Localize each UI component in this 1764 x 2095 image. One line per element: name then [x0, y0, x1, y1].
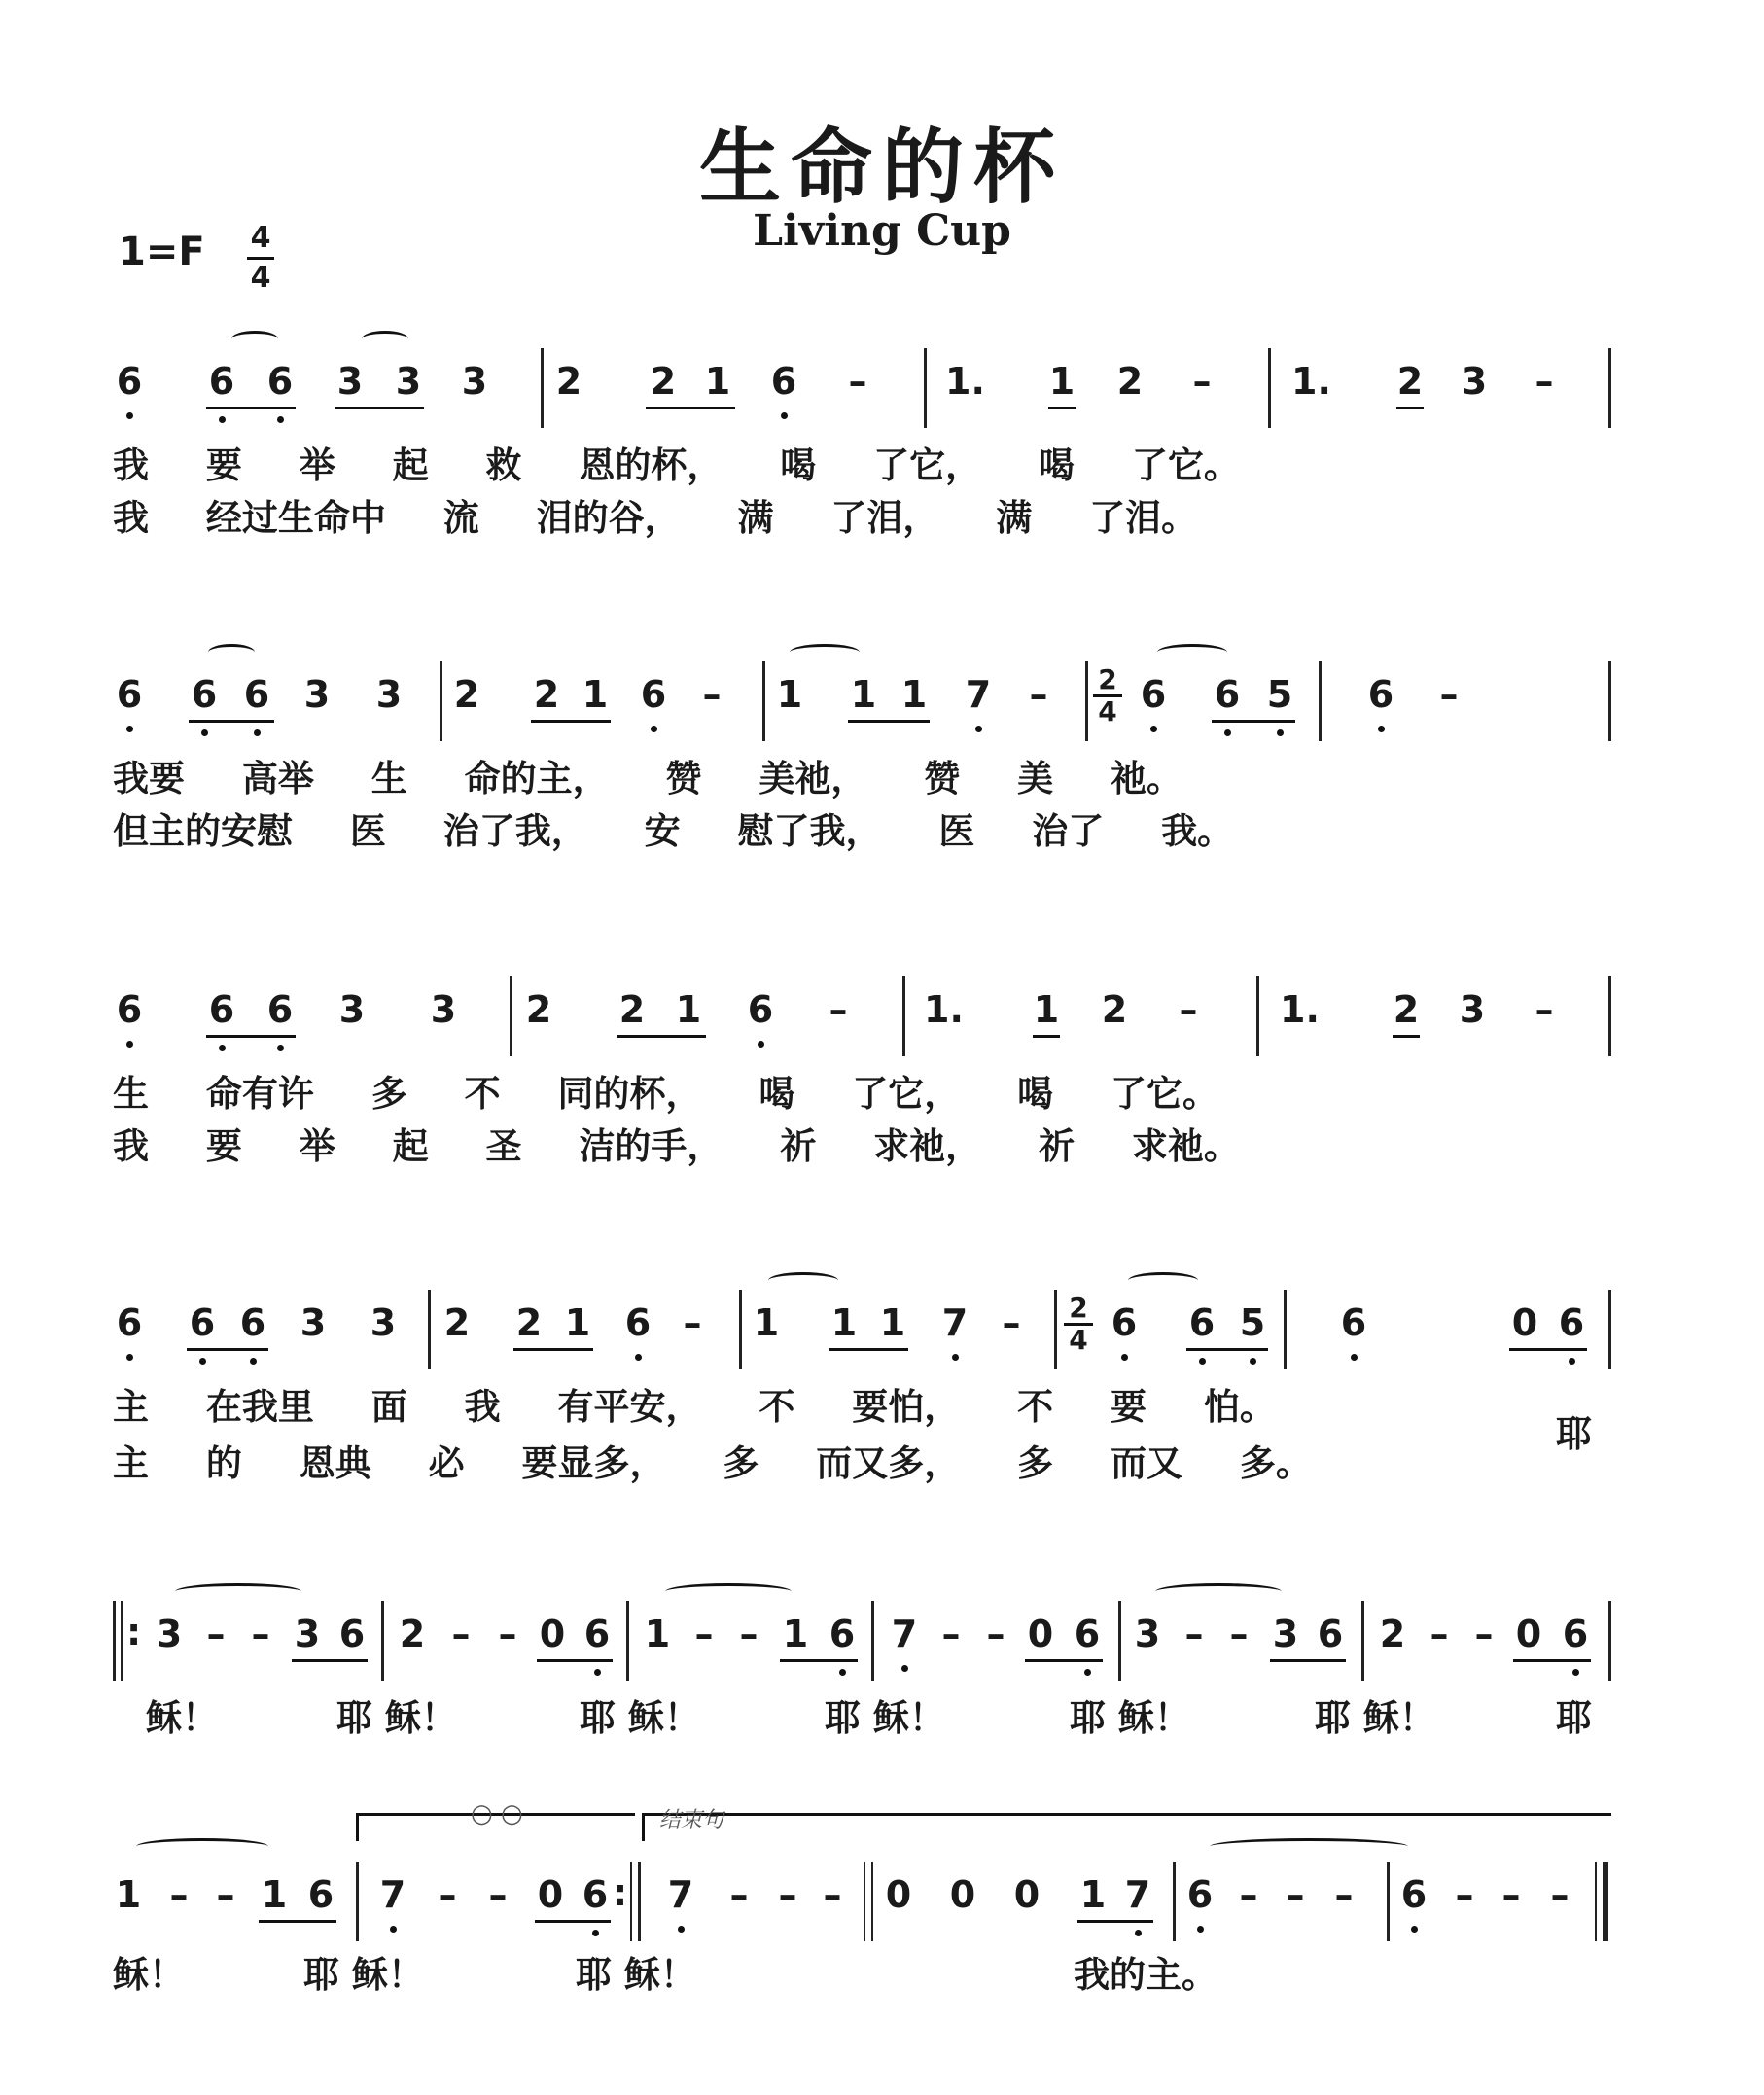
lyric-line-1: 生 命有许 多 不 同的杯， 喝 了它， 喝 了它。 — [113, 1073, 1219, 1115]
note: – — [1192, 360, 1212, 403]
note: 1 — [850, 673, 877, 716]
final-barline — [1603, 1862, 1608, 1941]
double-barline — [864, 1862, 865, 1941]
note: – — [216, 1873, 235, 1916]
note: 6 — [116, 1301, 143, 1344]
refrain-lyric: 稣！ — [146, 1697, 218, 1739]
time-change-top: 2 — [1098, 663, 1117, 695]
low-dot — [390, 1926, 397, 1933]
note: 6 — [266, 988, 294, 1031]
low-dot — [277, 1045, 284, 1051]
note: – — [1455, 1873, 1474, 1916]
barline — [1054, 1290, 1057, 1369]
barline — [1284, 1290, 1287, 1369]
note: 1 — [879, 1301, 906, 1344]
meter-top: 4 — [250, 221, 271, 255]
note: 6 — [624, 1301, 652, 1344]
note: 1 — [776, 673, 803, 716]
barline — [1085, 661, 1088, 741]
note: 1 — [1079, 1873, 1107, 1916]
note: 5 — [1239, 1301, 1266, 1344]
lyric-line-1: 我要 高举 生 命的主， 赞 美祂， 赞 美 祂。 — [113, 758, 1183, 799]
note: 2 — [525, 988, 552, 1031]
underline — [780, 1659, 858, 1662]
note: 0 — [537, 1873, 564, 1916]
note: 6 — [116, 360, 143, 403]
note: 1 — [564, 1301, 591, 1344]
note: 7 — [667, 1873, 694, 1916]
note: 6 — [116, 673, 143, 716]
low-dot — [651, 726, 657, 732]
low-dot — [201, 729, 208, 736]
low-dot — [1572, 1669, 1579, 1676]
low-dot — [1199, 1358, 1206, 1365]
low-dot — [1135, 1930, 1142, 1936]
underline — [537, 1659, 613, 1662]
low-dot — [901, 1665, 908, 1672]
underline — [1033, 1035, 1060, 1038]
note: 1 — [675, 988, 702, 1031]
note: 3 — [303, 673, 331, 716]
note: 6 — [1367, 673, 1394, 716]
tie — [790, 644, 860, 660]
system-3 — [0, 959, 1764, 1212]
time-signature — [243, 222, 278, 295]
note: 6 — [582, 1873, 609, 1916]
low-dot — [250, 1358, 257, 1365]
barline — [902, 976, 905, 1056]
note: 1. — [945, 360, 985, 403]
note: – — [1179, 988, 1198, 1031]
note: 5 — [1266, 673, 1293, 716]
note: – — [451, 1613, 471, 1655]
note: 2 — [1101, 988, 1128, 1031]
note: 6 — [266, 360, 294, 403]
note: 6 — [829, 1613, 856, 1655]
note: 3 — [395, 360, 422, 403]
note: – — [1184, 1613, 1204, 1655]
note: 1 — [782, 1613, 809, 1655]
low-dot — [1084, 1669, 1091, 1676]
barline — [1608, 976, 1611, 1056]
note: 6 — [1186, 1873, 1214, 1916]
low-dot — [1378, 726, 1385, 732]
note: – — [986, 1613, 1005, 1655]
note: 2 — [453, 673, 480, 716]
note: 6 — [1562, 1613, 1589, 1655]
note: – — [739, 1613, 759, 1655]
note: 1 — [704, 360, 731, 403]
underline — [531, 720, 611, 723]
low-dot — [1569, 1358, 1575, 1365]
low-dot — [678, 1926, 685, 1933]
repeat-start-bar — [121, 1601, 123, 1681]
barline — [1608, 1601, 1611, 1681]
lyric-line-2: 我 要 举 起 圣 洁的手， 祈 求祂， 祈 求祂。 — [113, 1125, 1240, 1167]
note: – — [1229, 1613, 1249, 1655]
barline — [1256, 976, 1259, 1056]
underline — [1186, 1348, 1268, 1351]
note: 2 — [1393, 988, 1420, 1031]
note: 6 — [747, 988, 774, 1031]
note: – — [778, 1873, 797, 1916]
low-dot — [1250, 1358, 1256, 1365]
system-4 — [0, 1272, 1764, 1525]
note: 1 — [261, 1873, 288, 1916]
meter-bottom: 4 — [250, 261, 271, 295]
note: 6 — [116, 988, 143, 1031]
note: 6 — [1074, 1613, 1101, 1655]
system-1 — [0, 331, 1764, 584]
note: 6 — [1111, 1301, 1138, 1344]
underline — [829, 1348, 908, 1351]
note: 6 — [189, 1301, 216, 1344]
note: – — [1439, 673, 1459, 716]
note: 3 — [1461, 360, 1488, 403]
note: 6 — [191, 673, 218, 716]
low-dot — [635, 1354, 642, 1361]
double-barline — [871, 1862, 873, 1941]
barline — [541, 348, 544, 428]
note: – — [683, 1301, 702, 1344]
low-dot — [126, 726, 133, 732]
note: – — [438, 1873, 457, 1916]
low-dot — [254, 729, 261, 736]
low-dot — [126, 1041, 133, 1048]
underline — [259, 1920, 336, 1923]
barline — [626, 1601, 629, 1681]
time-change — [1064, 1294, 1093, 1355]
note: – — [1002, 1301, 1021, 1344]
note: 6 — [338, 1613, 366, 1655]
underline — [1048, 407, 1076, 409]
note: 1. — [1280, 988, 1320, 1031]
note: 6 — [1214, 673, 1241, 716]
note: – — [848, 360, 867, 403]
note: – — [694, 1613, 714, 1655]
underline — [292, 1659, 368, 1662]
note: 3 — [430, 988, 457, 1031]
note: 2 — [1116, 360, 1144, 403]
underline — [1212, 720, 1295, 723]
note: 6 — [1317, 1613, 1344, 1655]
note: – — [1286, 1873, 1305, 1916]
barline — [1268, 348, 1271, 428]
barline — [739, 1290, 742, 1369]
low-dot — [1197, 1926, 1204, 1933]
note: 2 — [1379, 1613, 1406, 1655]
underline — [617, 1035, 706, 1038]
note: 3 — [336, 360, 364, 403]
underline — [513, 1348, 593, 1351]
refrain-lyric: 耶 稣！ — [1070, 1697, 1190, 1739]
note: – — [498, 1613, 517, 1655]
note: 1 — [1033, 988, 1060, 1031]
lyric-line-2: 主 的 恩典 必 要显多， 多 而又多， 多 而又 多。 — [113, 1442, 1312, 1484]
underline — [1077, 1920, 1153, 1923]
note: 3 — [294, 1613, 321, 1655]
barline — [1608, 348, 1611, 428]
time-change — [1093, 665, 1122, 727]
note: 3 — [370, 1301, 397, 1344]
barline — [1118, 1601, 1121, 1681]
note: 6 — [1340, 1301, 1367, 1344]
low-dot — [1224, 729, 1231, 736]
note: 0 — [539, 1613, 566, 1655]
note: 6 — [239, 1301, 266, 1344]
low-dot — [219, 416, 226, 423]
note: 1 — [830, 1301, 858, 1344]
note: – — [488, 1873, 508, 1916]
note: – — [1535, 360, 1554, 403]
note: 7 — [891, 1613, 918, 1655]
time-change-bottom: 4 — [1069, 1324, 1088, 1356]
low-dot — [975, 726, 982, 732]
low-dot — [1121, 1354, 1128, 1361]
repeat-end-bar — [630, 1862, 632, 1941]
lyric-line-2: 但主的安慰 医 治了我， 安 慰了我， 医 治了 我。 — [113, 810, 1234, 852]
barline — [871, 1601, 874, 1681]
note: – — [1550, 1873, 1570, 1916]
barline — [924, 348, 927, 428]
low-dot — [594, 1669, 601, 1676]
system-5 — [0, 1583, 1764, 1836]
note: 7 — [379, 1873, 406, 1916]
underline — [187, 1348, 268, 1351]
note: 2 — [533, 673, 560, 716]
low-dot — [952, 1354, 959, 1361]
note: 0 — [885, 1873, 912, 1916]
note: 7 — [1124, 1873, 1151, 1916]
low-dot — [839, 1669, 846, 1676]
barline — [356, 1862, 359, 1941]
low-dot — [758, 1041, 764, 1048]
note: 6 — [243, 673, 270, 716]
note: – — [702, 673, 722, 716]
refrain-lyric: 耶 稣！ — [1315, 1697, 1435, 1739]
low-dot — [592, 1930, 599, 1936]
underline — [1393, 1035, 1420, 1038]
note: 6 — [1140, 673, 1167, 716]
repeat-end-bar — [638, 1862, 641, 1941]
note: – — [251, 1613, 270, 1655]
note: – — [823, 1873, 842, 1916]
system-6 — [0, 1799, 1764, 2052]
note: 6 — [208, 360, 235, 403]
low-dot — [126, 1354, 133, 1361]
note: 6 — [640, 673, 667, 716]
note: – — [829, 988, 848, 1031]
note: 6 — [1188, 1301, 1216, 1344]
low-dot — [781, 412, 788, 419]
note: – — [1334, 1873, 1354, 1916]
ending-label: 结束句 — [659, 1808, 724, 1832]
note: 1 — [115, 1873, 142, 1916]
underline — [1025, 1659, 1103, 1662]
system-2 — [0, 644, 1764, 897]
barline — [440, 661, 442, 741]
barline — [1361, 1601, 1364, 1681]
note: 1 — [582, 673, 609, 716]
note: 3 — [300, 1301, 327, 1344]
low-dot — [1150, 726, 1157, 732]
note: 1 — [1048, 360, 1076, 403]
barline — [381, 1601, 384, 1681]
note: 1 — [753, 1301, 780, 1344]
note: 0 — [1511, 1301, 1538, 1344]
barline — [428, 1290, 431, 1369]
low-dot — [126, 412, 133, 419]
repeat-start-bar — [113, 1601, 116, 1681]
tie — [1157, 644, 1227, 660]
underline — [206, 407, 296, 409]
note: – — [729, 1873, 749, 1916]
underline — [1509, 1348, 1587, 1351]
note: – — [1474, 1613, 1494, 1655]
barline — [1319, 661, 1322, 741]
time-change-top: 2 — [1069, 1292, 1088, 1324]
refrain-lyric: 耶 稣！ — [580, 1697, 700, 1739]
tie — [231, 331, 278, 347]
tie — [362, 331, 408, 347]
underline — [1396, 407, 1424, 409]
final-barline — [1595, 1862, 1597, 1941]
barline — [762, 661, 765, 741]
tie — [768, 1272, 838, 1289]
note: 3 — [156, 1613, 183, 1655]
note: 3 — [461, 360, 488, 403]
underline — [535, 1920, 611, 1923]
note: 2 — [1396, 360, 1424, 403]
refrain-lyric: 耶 稣！ — [825, 1697, 945, 1739]
lyric-line-1: 主 在我里 面 我 有平安， 不 要怕， 不 要 怕。 — [113, 1386, 1276, 1428]
note: – — [1429, 1613, 1449, 1655]
note: 6 — [770, 360, 797, 403]
note: – — [941, 1613, 961, 1655]
note: 2 — [650, 360, 677, 403]
ending-lyric: 耶 稣！ — [303, 1954, 424, 1996]
low-dot — [277, 416, 284, 423]
volta-marks: ○ ○ — [471, 1799, 523, 1829]
note: 2 — [618, 988, 646, 1031]
underline — [1270, 1659, 1346, 1662]
tie — [175, 1583, 301, 1600]
note: 2 — [443, 1301, 471, 1344]
note: 1 — [900, 673, 928, 716]
note: 1 — [644, 1613, 671, 1655]
note: 6 — [1558, 1301, 1585, 1344]
tie — [1210, 1838, 1408, 1855]
note: 6 — [1400, 1873, 1428, 1916]
barline — [510, 976, 512, 1056]
note: – — [1029, 673, 1048, 716]
note: 0 — [1013, 1873, 1041, 1916]
underline — [189, 720, 274, 723]
note: 6 — [307, 1873, 335, 1916]
underline — [848, 720, 930, 723]
note: 0 — [1515, 1613, 1542, 1655]
low-dot — [1351, 1354, 1358, 1361]
barline — [1608, 1290, 1611, 1369]
underline — [646, 407, 735, 409]
lyric-line-1: 我 要 举 起 救 恩的杯， 喝 了它， 喝 了它。 — [113, 444, 1240, 486]
key-signature: 1=F — [119, 230, 205, 274]
low-dot — [199, 1358, 206, 1365]
pickup-lyric: 耶 — [1556, 1413, 1592, 1455]
ending-lyric: 耶 稣！ — [576, 1954, 696, 1996]
low-dot — [1411, 1926, 1418, 1933]
note: – — [1239, 1873, 1258, 1916]
note: 2 — [399, 1613, 426, 1655]
tie — [665, 1583, 792, 1600]
note: 0 — [1027, 1613, 1054, 1655]
note: 1. — [924, 988, 964, 1031]
refrain-lyric: 耶 — [1556, 1697, 1592, 1739]
repeat-dots: : — [126, 1611, 142, 1653]
underline — [1513, 1659, 1591, 1662]
note: – — [206, 1613, 226, 1655]
note: 3 — [1272, 1613, 1299, 1655]
note: 2 — [555, 360, 582, 403]
note: 0 — [949, 1873, 976, 1916]
note: 3 — [1134, 1613, 1161, 1655]
song-title: 生命的杯 — [698, 120, 1065, 215]
tie — [1128, 1272, 1198, 1289]
note: 7 — [941, 1301, 969, 1344]
song-subtitle: Living Cup — [753, 206, 1011, 256]
barline — [1387, 1862, 1390, 1941]
note: 6 — [583, 1613, 611, 1655]
note: 1. — [1291, 360, 1331, 403]
note: 6 — [208, 988, 235, 1031]
underline — [335, 407, 424, 409]
ending-lyric: 稣！ — [113, 1954, 185, 1996]
note: – — [1535, 988, 1554, 1031]
low-dot — [219, 1045, 226, 1051]
note: 2 — [515, 1301, 543, 1344]
low-dot — [1277, 729, 1284, 736]
note: – — [1501, 1873, 1521, 1916]
note: 3 — [1459, 988, 1486, 1031]
note: 3 — [375, 673, 403, 716]
barline — [1608, 661, 1611, 741]
note: – — [169, 1873, 189, 1916]
tie — [208, 644, 255, 660]
lyric-line-2: 我 经过生命中 流 泪的谷， 满 了泪， 满 了泪。 — [113, 497, 1198, 539]
tie — [136, 1838, 268, 1855]
time-change-bottom: 4 — [1098, 695, 1117, 728]
refrain-lyric: 耶 稣！ — [336, 1697, 457, 1739]
note: 3 — [338, 988, 366, 1031]
ending-lyric: 我的主。 — [1074, 1954, 1217, 1996]
ending-bracket — [642, 1813, 1611, 1841]
note: 7 — [965, 673, 992, 716]
underline — [206, 1035, 296, 1038]
tie — [1155, 1583, 1282, 1600]
barline — [1173, 1862, 1176, 1941]
repeat-dots: : — [613, 1871, 628, 1914]
